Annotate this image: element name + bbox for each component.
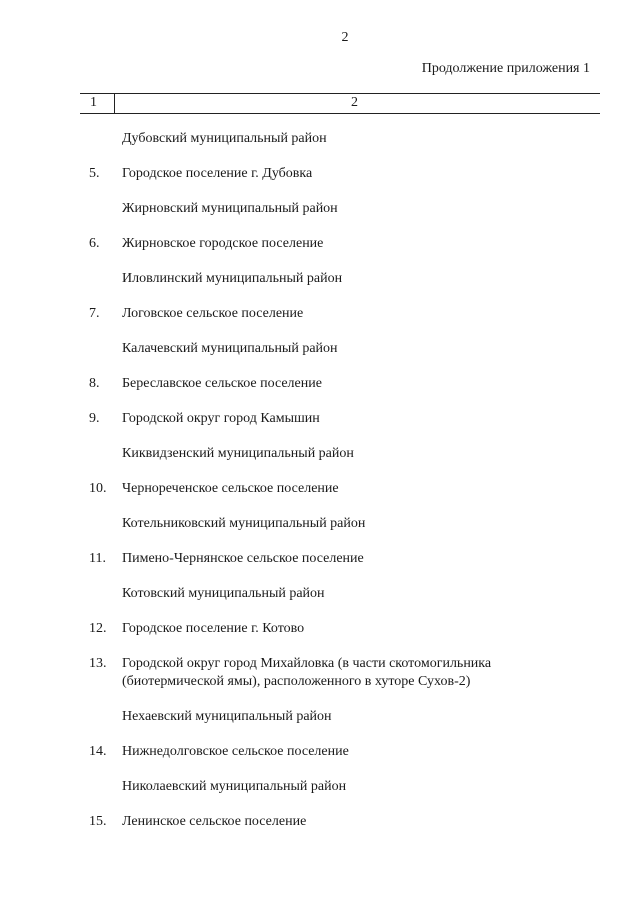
- settlement-name: Городское поселение г. Дубовка: [122, 166, 313, 181]
- table-column-header: [80, 93, 600, 114]
- item-number: 15.: [89, 814, 107, 829]
- district-heading: Котельниковский муниципальный район: [122, 516, 366, 531]
- item-number: 10.: [89, 481, 107, 496]
- item-number: 13.: [89, 656, 107, 671]
- district-heading: Николаевский муниципальный район: [122, 779, 347, 794]
- item-number: 11.: [89, 551, 106, 566]
- item-number: 6.: [89, 236, 100, 251]
- settlement-name: Пимено-Чернянское сельское поселение: [122, 551, 364, 566]
- district-heading: Калачевский муниципальный район: [122, 341, 338, 356]
- settlement-name: Жирновское городское поселение: [122, 236, 324, 251]
- item-number: 8.: [89, 376, 100, 391]
- settlement-name: Ленинское сельское поселение: [122, 814, 307, 829]
- district-heading: Котовский муниципальный район: [122, 586, 325, 601]
- item-number: 14.: [89, 744, 107, 759]
- page-number: 2: [341, 30, 349, 45]
- settlement-name: Городской округ город Камышин: [122, 411, 320, 426]
- item-number: 9.: [89, 411, 100, 426]
- item-number: 12.: [89, 621, 107, 636]
- column-1-label: 1: [90, 95, 97, 110]
- district-heading: Жирновский муниципальный район: [122, 201, 338, 216]
- district-heading: Киквидзенский муниципальный район: [122, 446, 354, 461]
- district-heading: Иловлинский муниципальный район: [122, 271, 343, 286]
- column-divider: [114, 94, 115, 113]
- district-heading: Дубовский муниципальный район: [122, 131, 327, 146]
- item-number: 5.: [89, 166, 100, 181]
- settlement-name: Нижнедолговское сельское поселение: [122, 744, 349, 759]
- appendix-note: Продолжение приложения 1: [421, 61, 590, 76]
- settlement-name: Городское поселение г. Котово: [122, 621, 305, 636]
- settlement-name: Береславское сельское поселение: [122, 376, 322, 391]
- column-2-label: 2: [351, 95, 358, 110]
- settlement-name: Чернореченское сельское поселение: [122, 481, 339, 496]
- settlement-name: Городской округ город Михайловка (в части скотомогильника (биотермической ямы), расположенного в хуторе Сухов-2): [122, 656, 492, 689]
- district-heading: Нехаевский муниципальный район: [122, 709, 332, 724]
- item-number: 7.: [89, 306, 100, 321]
- settlement-name: Логовское сельское поселение: [122, 306, 304, 321]
